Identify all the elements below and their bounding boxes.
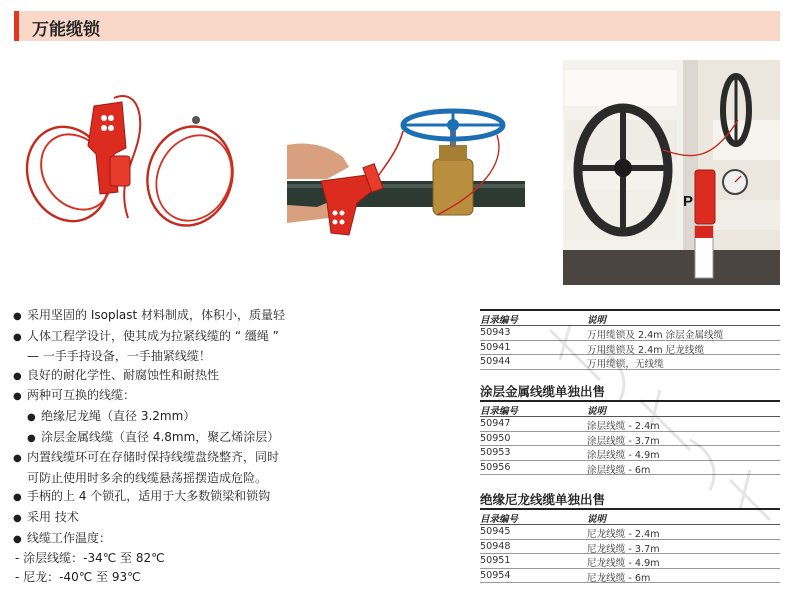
table-row: 50948 尼龙线缆 - 3.7m <box>480 540 780 555</box>
feature-subitem: ● 涂层金属线缆（直径 4.8mm，聚乙烯涂层） <box>13 428 468 449</box>
table-row: 50947 涂层线缆 - 2.4m <box>480 417 780 432</box>
feature-item: ● 手柄的上 4 个锁孔，适用于大多数锁梁和锁钩 <box>13 487 468 508</box>
column-header-desc: 说明 <box>587 514 607 525</box>
table-row: 50941 万用缆锁及 2.4m 尼龙线缆 <box>480 341 780 356</box>
table-row: 50950 涂层线缆 - 3.7m <box>480 432 780 447</box>
bullet-icon: ● <box>13 370 22 382</box>
product-photo-cable-lock <box>18 88 243 248</box>
table-row: 50943 万用缆锁及 2.4m 涂层金属线缆 <box>480 326 780 341</box>
table-header <box>480 400 780 417</box>
feature-item: ● 良好的耐化学性、耐腐蚀性和耐热性 <box>13 366 468 387</box>
bullet-icon: ● <box>13 331 22 343</box>
table-row: 50956 涂层线缆 - 6m <box>480 461 780 476</box>
column-header-desc: 说明 <box>587 406 607 417</box>
column-header-code: 目录编号 <box>480 315 519 326</box>
feature-item: ● 采用 技术 <box>13 508 468 529</box>
bullet-icon: ● <box>27 432 36 444</box>
table-header <box>480 309 780 326</box>
bullet-icon: ● <box>13 453 22 465</box>
section-title-nylon-cable: 绝缘尼龙线缆单独出售 <box>480 492 606 507</box>
feature-item-continuation: 可防止使用时多余的线缆悬荡摇摆造成危险。 <box>27 470 268 485</box>
table-row: 50944 万用缆锁，无线缆 <box>480 355 780 370</box>
bullet-icon: ● <box>13 391 22 403</box>
table-row: 50953 涂层线缆 - 4.9m <box>480 446 780 461</box>
product-photo-handwheel-lockout <box>563 60 780 285</box>
column-header-code: 目录编号 <box>480 514 519 525</box>
table-row: 50954 尼龙线缆 - 6m <box>480 569 780 584</box>
feature-subitem: ● 绝缘尼龙绳（直径 3.2mm） <box>13 407 468 428</box>
header-accent-bar <box>14 11 19 41</box>
temperature-item: - 涂层线缆：-34℃ 至 82℃ <box>15 551 165 566</box>
bullet-icon: ● <box>13 311 22 322</box>
feature-item: ● 内置线缆环可在存储时保持线缆盘绕整齐，同时 <box>13 448 468 469</box>
catalog-table-metal-cable <box>480 400 780 475</box>
feature-item-continuation: — 一手手持设备，一手抽紧线缆！ <box>27 349 211 364</box>
table-row: 50951 尼龙线缆 - 4.9m <box>480 554 780 569</box>
bullet-icon: ● <box>13 512 22 524</box>
section-header <box>14 11 780 41</box>
catalog-table-main <box>480 309 780 370</box>
temperature-item: - 尼龙：-40℃ 至 93℃ <box>15 569 141 584</box>
bullet-icon: ● <box>13 533 22 545</box>
table-row: 50945 尼龙线缆 - 2.4m <box>480 525 780 540</box>
bullet-icon: ● <box>27 411 36 423</box>
product-photo-valve-lockout <box>287 95 525 248</box>
column-header-code: 目录编号 <box>480 406 519 417</box>
feature-list <box>13 306 468 586</box>
page-title: 万能缆锁 <box>32 20 100 40</box>
catalog-table-nylon-cable <box>480 508 780 583</box>
feature-item: ● 线缆工作温度： <box>13 529 468 550</box>
column-header-desc: 说明 <box>587 315 607 326</box>
feature-item: ● 采用坚固的 Isoplast 材料制成，体积小，质量轻 <box>13 306 468 327</box>
section-title-metal-cable: 涂层金属线缆单独出售 <box>480 384 606 399</box>
feature-item: ● 人体工程学设计，使其成为拉紧线缆的 “ 缰绳 ” <box>13 327 468 348</box>
table-header <box>480 508 780 525</box>
bullet-icon: ● <box>13 492 22 504</box>
feature-item: ● 两种可互换的线缆： <box>13 386 468 407</box>
pipe-marking-letter: P <box>683 193 694 210</box>
